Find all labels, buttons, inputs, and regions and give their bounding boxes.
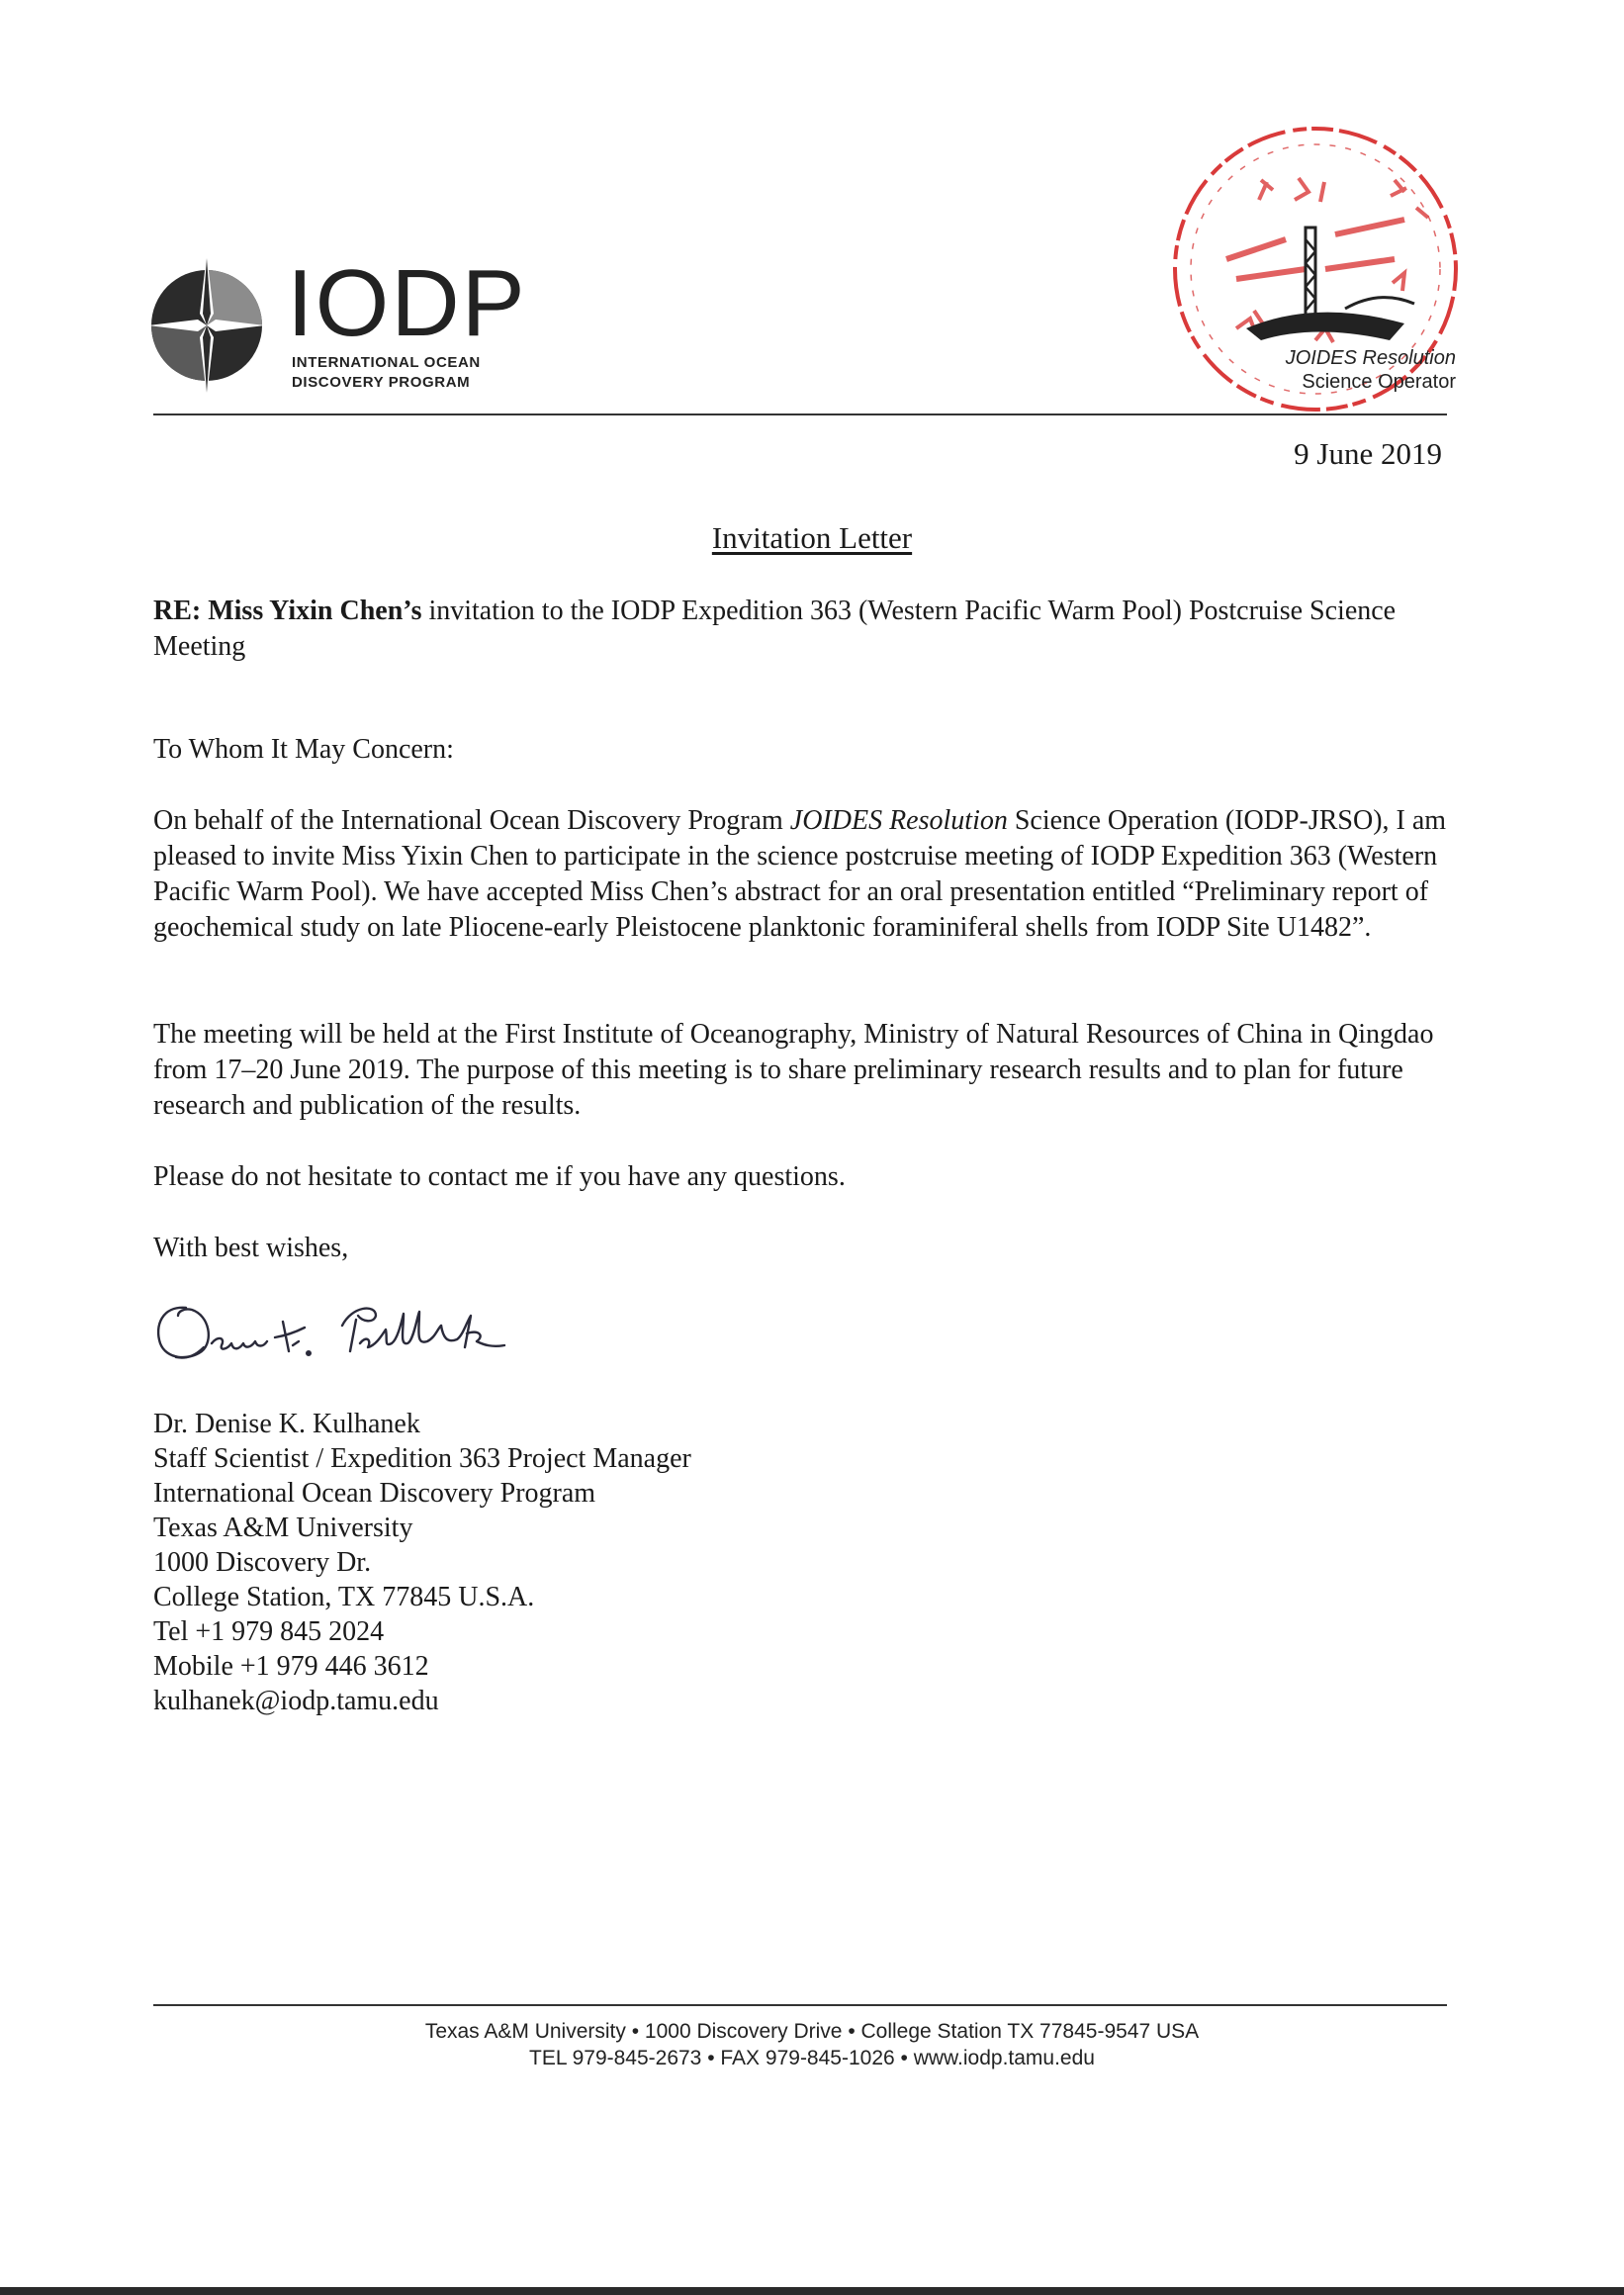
sender-university: Texas A&M University: [153, 1513, 413, 1543]
re-text: invitation to the IODP Expedition 363 (Western Pacific Warm Pool) Postcruise Science Meeting: [153, 596, 1397, 662]
logo-subtitle-line2: DISCOVERY PROGRAM: [292, 374, 471, 391]
para1-ship-name: JOIDES Resolution: [789, 805, 1008, 836]
sender-name: Dr. Denise K. Kulhanek: [153, 1409, 420, 1439]
stamp-line1: JOIDES Resolution: [1285, 347, 1456, 369]
stamp-caption: [1248, 346, 1456, 394]
re-label: RE: Miss Yixin Chen’s: [153, 596, 422, 626]
para1-rest: Science Operation (IODP-JRSO), I am pleased to invite Miss Yixin Chen to participate in the science postcruise meeting of IODP Expedition 363 (Western Pacific Warm Pool). We have accepted Miss Chen’s abstract for an oral presentation entitled “Preliminary report of geochemical study on late Pliocene-early Pleistocene planktonic foraminiferal shells from IODP Site U1482”.: [153, 805, 1447, 943]
body-paragraph-2: The meeting will be held at the First Institute of Oceanography, Ministry of Natural Resources of China in Qingdao from 17–20 June 2019. The purpose of this meeting is to share preliminary research results and to plan for future research and publication of the results.: [153, 1019, 1434, 1121]
sender-tel: Tel +1 979 845 2024: [153, 1616, 385, 1647]
letter-title-text: Invitation Letter: [711, 520, 913, 555]
sender-block: [153, 1407, 691, 1718]
header-divider: [153, 413, 1447, 415]
compass-logo-icon: [148, 254, 265, 397]
footer-contact: TEL 979-845-2673 • FAX 979-845-1026 • www.iodp.tamu.edu: [529, 2047, 1095, 2069]
body-paragraph-1: [153, 803, 1447, 946]
letter-date: 9 June 2019: [1294, 436, 1442, 471]
sender-city: College Station, TX 77845 U.S.A.: [153, 1582, 535, 1612]
stamp-line2: Science Operator: [1302, 371, 1456, 393]
sender-mobile: Mobile +1 979 446 3612: [153, 1651, 429, 1682]
footer-address: Texas A&M University • 1000 Discovery Drive • College Station TX 77845-9547 USA: [424, 2020, 1200, 2043]
para1-start: On behalf of the International Ocean Discovery Program: [153, 805, 790, 836]
sender-title: Staff Scientist / Expedition 363 Project Manager: [153, 1443, 691, 1474]
iodp-logo: [148, 250, 527, 401]
sender-org: International Ocean Discovery Program: [153, 1478, 596, 1509]
sender-email: kulhanek@iodp.tamu.edu: [153, 1686, 439, 1716]
handwritten-signature: [148, 1286, 574, 1385]
logo-wordmark: IODP: [287, 250, 527, 356]
salutation: To Whom It May Concern:: [153, 734, 454, 765]
sender-street: 1000 Discovery Dr.: [153, 1547, 372, 1578]
footer: [0, 2018, 1624, 2071]
re-line: [153, 594, 1447, 665]
scan-edge: [0, 2287, 1624, 2295]
letter-title: [0, 520, 1624, 556]
logo-subtitle: [292, 353, 481, 393]
logo-subtitle-line1: INTERNATIONAL OCEAN: [292, 354, 481, 371]
closing: With best wishes,: [153, 1233, 349, 1263]
body-paragraph-3: Please do not hesitate to contact me if you have any questions.: [153, 1161, 846, 1192]
footer-divider: [153, 2004, 1447, 2006]
